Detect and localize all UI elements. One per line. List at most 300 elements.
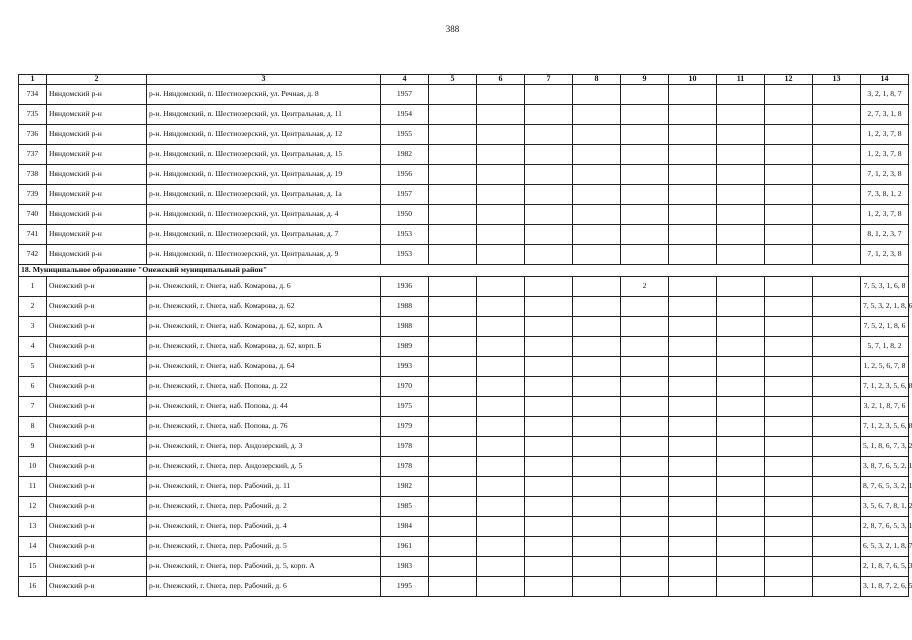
column-header-2: 2 <box>47 75 147 85</box>
empty-cell <box>717 277 765 297</box>
empty-cell <box>477 165 525 185</box>
empty-cell <box>525 477 573 497</box>
year-cell: 1988 <box>381 317 429 337</box>
empty-cell <box>477 225 525 245</box>
codes-cell: 7, 1, 2, 3, 8 <box>861 165 909 185</box>
empty-cell <box>477 417 525 437</box>
table-row <box>19 357 909 377</box>
year-cell: 1982 <box>381 145 429 165</box>
codes-cell: 1, 2, 3, 7, 8 <box>861 145 909 165</box>
table-row <box>19 145 909 165</box>
col9-cell <box>621 165 669 185</box>
empty-cell <box>573 557 621 577</box>
empty-cell <box>429 297 477 317</box>
district-cell: Онежский р-н <box>47 397 147 417</box>
section-row <box>19 265 909 277</box>
empty-cell <box>717 457 765 477</box>
district-cell: Онежский р-н <box>47 317 147 337</box>
year-cell: 1983 <box>381 557 429 577</box>
address-cell: р-н. Няндомский, п. Шестиозерский, ул. Центральная, д. 7 <box>147 225 381 245</box>
section-title: 18. Муниципальное образование "Онежский муниципальный район" <box>19 265 909 277</box>
empty-cell <box>429 85 477 105</box>
empty-cell <box>525 165 573 185</box>
empty-cell <box>525 537 573 557</box>
empty-cell <box>669 225 717 245</box>
empty-cell <box>525 417 573 437</box>
address-cell: р-н. Онежский, г. Онега, пер. Рабочий, д. 6 <box>147 577 381 597</box>
empty-cell <box>813 337 861 357</box>
district-cell: Няндомский р-н <box>47 85 147 105</box>
row-number: 734 <box>19 85 47 105</box>
address-cell: р-н. Няндомский, п. Шестиозерский, ул. Речная, д. 8 <box>147 85 381 105</box>
empty-cell <box>429 105 477 125</box>
empty-cell <box>525 125 573 145</box>
empty-cell <box>429 277 477 297</box>
row-number: 5 <box>19 357 47 377</box>
col9-cell <box>621 185 669 205</box>
col9-cell <box>621 125 669 145</box>
empty-cell <box>477 277 525 297</box>
empty-cell <box>477 457 525 477</box>
empty-cell <box>477 317 525 337</box>
empty-cell <box>813 517 861 537</box>
year-cell: 1975 <box>381 397 429 417</box>
table-row <box>19 277 909 297</box>
empty-cell <box>765 357 813 377</box>
address-cell: р-н. Онежский, г. Онега, наб. Попова, д. 44 <box>147 397 381 417</box>
table-row <box>19 165 909 185</box>
empty-cell <box>765 277 813 297</box>
district-cell: Няндомский р-н <box>47 105 147 125</box>
empty-cell <box>813 357 861 377</box>
row-number: 15 <box>19 557 47 577</box>
empty-cell <box>573 397 621 417</box>
table-row <box>19 317 909 337</box>
empty-cell <box>765 297 813 317</box>
col9-cell <box>621 397 669 417</box>
empty-cell <box>525 437 573 457</box>
col9-cell <box>621 437 669 457</box>
empty-cell <box>813 245 861 265</box>
empty-cell <box>717 437 765 457</box>
district-cell: Онежский р-н <box>47 297 147 317</box>
district-cell: Онежский р-н <box>47 537 147 557</box>
empty-cell <box>525 337 573 357</box>
empty-cell <box>573 205 621 225</box>
empty-cell <box>525 225 573 245</box>
column-header-11: 11 <box>717 75 765 85</box>
empty-cell <box>717 397 765 417</box>
table-row <box>19 417 909 437</box>
empty-cell <box>669 457 717 477</box>
year-cell: 1993 <box>381 357 429 377</box>
empty-cell <box>477 245 525 265</box>
district-cell: Онежский р-н <box>47 557 147 577</box>
address-cell: р-н. Онежский, г. Онега, пер. Андозерский, д. 3 <box>147 437 381 457</box>
col9-cell <box>621 357 669 377</box>
empty-cell <box>813 85 861 105</box>
empty-cell <box>525 577 573 597</box>
empty-cell <box>717 225 765 245</box>
table-row <box>19 225 909 245</box>
empty-cell <box>813 205 861 225</box>
row-number: 2 <box>19 297 47 317</box>
row-number: 9 <box>19 437 47 457</box>
column-header-5: 5 <box>429 75 477 85</box>
empty-cell <box>477 477 525 497</box>
col9-cell <box>621 245 669 265</box>
empty-cell <box>573 357 621 377</box>
empty-cell <box>573 85 621 105</box>
empty-cell <box>573 417 621 437</box>
empty-cell <box>429 245 477 265</box>
empty-cell <box>573 317 621 337</box>
row-number: 3 <box>19 317 47 337</box>
empty-cell <box>477 145 525 165</box>
empty-cell <box>525 105 573 125</box>
row-number: 16 <box>19 577 47 597</box>
row-number: 10 <box>19 457 47 477</box>
year-cell: 1978 <box>381 437 429 457</box>
empty-cell <box>765 457 813 477</box>
empty-cell <box>813 297 861 317</box>
empty-cell <box>669 357 717 377</box>
codes-cell: 1, 2, 3, 7, 8 <box>861 205 909 225</box>
col9-cell <box>621 577 669 597</box>
empty-cell <box>717 517 765 537</box>
empty-cell <box>429 205 477 225</box>
year-cell: 1950 <box>381 205 429 225</box>
empty-cell <box>717 85 765 105</box>
row-number: 11 <box>19 477 47 497</box>
empty-cell <box>477 517 525 537</box>
district-cell: Онежский р-н <box>47 417 147 437</box>
empty-cell <box>765 497 813 517</box>
empty-cell <box>477 125 525 145</box>
table-row <box>19 557 909 577</box>
empty-cell <box>525 557 573 577</box>
empty-cell <box>813 477 861 497</box>
empty-cell <box>429 517 477 537</box>
codes-cell: 7, 1, 2, 3, 5, 6, 8 <box>861 417 909 437</box>
empty-cell <box>717 125 765 145</box>
empty-cell <box>429 125 477 145</box>
col9-cell <box>621 205 669 225</box>
codes-cell: 5, 1, 8, 6, 7, 3, 2 <box>861 437 909 457</box>
codes-cell: 1, 2, 5, 6, 7, 8 <box>861 357 909 377</box>
empty-cell <box>429 185 477 205</box>
empty-cell <box>669 517 717 537</box>
empty-cell <box>765 397 813 417</box>
codes-cell: 3, 1, 8, 7, 2, 6, 5 <box>861 577 909 597</box>
empty-cell <box>765 125 813 145</box>
empty-cell <box>717 537 765 557</box>
col9-cell <box>621 145 669 165</box>
column-header-1: 1 <box>19 75 47 85</box>
empty-cell <box>765 437 813 457</box>
empty-cell <box>765 105 813 125</box>
year-cell: 1989 <box>381 337 429 357</box>
table-row <box>19 437 909 457</box>
address-cell: р-н. Няндомский, п. Шестиозерский, ул. Центральная, д. 15 <box>147 145 381 165</box>
row-number: 740 <box>19 205 47 225</box>
empty-cell <box>765 417 813 437</box>
empty-cell <box>717 245 765 265</box>
empty-cell <box>765 537 813 557</box>
codes-cell: 8, 1, 2, 3, 7 <box>861 225 909 245</box>
codes-cell: 2, 7, 3, 1, 8 <box>861 105 909 125</box>
empty-cell <box>717 205 765 225</box>
empty-cell <box>717 377 765 397</box>
row-number: 739 <box>19 185 47 205</box>
codes-cell: 1, 2, 3, 7, 8 <box>861 125 909 145</box>
table-row <box>19 245 909 265</box>
empty-cell <box>765 145 813 165</box>
address-cell: р-н. Онежский, г. Онега, наб. Комарова, д. 64 <box>147 357 381 377</box>
empty-cell <box>429 337 477 357</box>
empty-cell <box>669 105 717 125</box>
table-row <box>19 577 909 597</box>
empty-cell <box>477 577 525 597</box>
empty-cell <box>669 557 717 577</box>
table-row <box>19 477 909 497</box>
district-cell: Няндомский р-н <box>47 145 147 165</box>
codes-cell: 7, 5, 2, 1, 8, 6 <box>861 317 909 337</box>
empty-cell <box>669 417 717 437</box>
empty-cell <box>477 205 525 225</box>
col9-cell <box>621 557 669 577</box>
empty-cell <box>717 477 765 497</box>
col9-cell <box>621 477 669 497</box>
empty-cell <box>813 557 861 577</box>
row-number: 12 <box>19 497 47 517</box>
empty-cell <box>525 517 573 537</box>
empty-cell <box>573 517 621 537</box>
empty-cell <box>669 125 717 145</box>
empty-cell <box>477 557 525 577</box>
address-cell: р-н. Онежский, г. Онега, пер. Рабочий, д. 5 <box>147 537 381 557</box>
page-number: 388 <box>445 24 460 34</box>
empty-cell <box>717 497 765 517</box>
empty-cell <box>525 145 573 165</box>
empty-cell <box>813 417 861 437</box>
empty-cell <box>813 317 861 337</box>
empty-cell <box>717 105 765 125</box>
column-header-3: 3 <box>147 75 381 85</box>
codes-cell: 6, 5, 3, 2, 1, 8, 7 <box>861 537 909 557</box>
empty-cell <box>669 85 717 105</box>
empty-cell <box>813 105 861 125</box>
empty-cell <box>669 317 717 337</box>
table-row <box>19 297 909 317</box>
empty-cell <box>717 165 765 185</box>
year-cell: 1957 <box>381 85 429 105</box>
empty-cell <box>477 397 525 417</box>
empty-cell <box>813 225 861 245</box>
year-cell: 1954 <box>381 105 429 125</box>
codes-cell: 7, 5, 3, 1, 6, 8 <box>861 277 909 297</box>
address-cell: р-н. Онежский, г. Онега, пер. Рабочий, д. 2 <box>147 497 381 517</box>
address-cell: р-н. Няндомский, п. Шестиозерский, ул. Центральная, д. 4 <box>147 205 381 225</box>
empty-cell <box>669 497 717 517</box>
year-cell: 1985 <box>381 497 429 517</box>
column-header-10: 10 <box>669 75 717 85</box>
empty-cell <box>717 337 765 357</box>
year-cell: 1979 <box>381 417 429 437</box>
empty-cell <box>669 185 717 205</box>
empty-cell <box>477 185 525 205</box>
empty-cell <box>477 297 525 317</box>
empty-cell <box>429 397 477 417</box>
col9-cell <box>621 105 669 125</box>
col9-cell <box>621 537 669 557</box>
year-cell: 1953 <box>381 225 429 245</box>
empty-cell <box>573 377 621 397</box>
table-row <box>19 457 909 477</box>
empty-cell <box>573 577 621 597</box>
row-number: 736 <box>19 125 47 145</box>
empty-cell <box>765 225 813 245</box>
col9-cell <box>621 457 669 477</box>
empty-cell <box>717 557 765 577</box>
year-cell: 1984 <box>381 517 429 537</box>
table-row <box>19 337 909 357</box>
empty-cell <box>765 337 813 357</box>
empty-cell <box>525 357 573 377</box>
empty-cell <box>429 357 477 377</box>
empty-cell <box>573 337 621 357</box>
address-cell: р-н. Онежский, г. Онега, пер. Рабочий, д. 4 <box>147 517 381 537</box>
year-cell: 1970 <box>381 377 429 397</box>
codes-cell: 3, 5, 6, 7, 8, 1, 2 <box>861 497 909 517</box>
year-cell: 1988 <box>381 297 429 317</box>
address-cell: р-н. Няндомский, п. Шестиозерский, ул. Центральная, д. 11 <box>147 105 381 125</box>
empty-cell <box>573 297 621 317</box>
column-header-14: 14 <box>861 75 909 85</box>
empty-cell <box>573 125 621 145</box>
empty-cell <box>813 277 861 297</box>
address-cell: р-н. Онежский, г. Онега, наб. Комарова, д. 62, корп. Б <box>147 337 381 357</box>
empty-cell <box>765 577 813 597</box>
address-cell: р-н. Онежский, г. Онега, пер. Рабочий, д. 5, корп. А <box>147 557 381 577</box>
empty-cell <box>765 477 813 497</box>
empty-cell <box>813 497 861 517</box>
codes-cell: 5, 7, 1, 8, 2 <box>861 337 909 357</box>
empty-cell <box>573 457 621 477</box>
address-cell: р-н. Онежский, г. Онега, наб. Комарова, д. 62 <box>147 297 381 317</box>
codes-cell: 7, 3, 8, 1, 2 <box>861 185 909 205</box>
address-cell: р-н. Онежский, г. Онега, наб. Попова, д. 22 <box>147 377 381 397</box>
empty-cell <box>429 537 477 557</box>
district-cell: Онежский р-н <box>47 517 147 537</box>
empty-cell <box>525 377 573 397</box>
empty-cell <box>813 145 861 165</box>
empty-cell <box>717 185 765 205</box>
col9-cell <box>621 85 669 105</box>
empty-cell <box>573 537 621 557</box>
empty-cell <box>525 297 573 317</box>
empty-cell <box>717 297 765 317</box>
empty-cell <box>765 317 813 337</box>
empty-cell <box>717 417 765 437</box>
district-cell: Няндомский р-н <box>47 225 147 245</box>
codes-cell: 7, 1, 2, 3, 5, 6, 8 <box>861 377 909 397</box>
empty-cell <box>477 85 525 105</box>
table-row <box>19 497 909 517</box>
year-cell: 1955 <box>381 125 429 145</box>
district-cell: Няндомский р-н <box>47 185 147 205</box>
year-cell: 1956 <box>381 165 429 185</box>
col9-cell <box>621 225 669 245</box>
empty-cell <box>477 537 525 557</box>
row-number: 742 <box>19 245 47 265</box>
empty-cell <box>525 497 573 517</box>
col9-cell <box>621 337 669 357</box>
empty-cell <box>573 165 621 185</box>
empty-cell <box>525 185 573 205</box>
column-header-7: 7 <box>525 75 573 85</box>
register-table <box>18 74 912 597</box>
row-number: 1 <box>19 277 47 297</box>
empty-cell <box>573 145 621 165</box>
empty-cell <box>573 185 621 205</box>
empty-cell <box>669 477 717 497</box>
empty-cell <box>669 145 717 165</box>
empty-cell <box>573 277 621 297</box>
codes-cell: 7, 5, 3, 2, 1, 8, 6 <box>861 297 909 317</box>
empty-cell <box>669 437 717 457</box>
empty-cell <box>525 245 573 265</box>
empty-cell <box>477 497 525 517</box>
row-number: 735 <box>19 105 47 125</box>
empty-cell <box>765 205 813 225</box>
codes-cell: 8, 7, 6, 5, 3, 2, 1 <box>861 477 909 497</box>
district-cell: Онежский р-н <box>47 357 147 377</box>
empty-cell <box>429 497 477 517</box>
empty-cell <box>765 557 813 577</box>
empty-cell <box>813 165 861 185</box>
empty-cell <box>813 537 861 557</box>
col9-cell <box>621 317 669 337</box>
address-cell: р-н. Онежский, г. Онега, наб. Комарова, д. 62, корп. А <box>147 317 381 337</box>
empty-cell <box>813 577 861 597</box>
table-row <box>19 185 909 205</box>
empty-cell <box>765 165 813 185</box>
empty-cell <box>525 457 573 477</box>
year-cell: 1957 <box>381 185 429 205</box>
codes-cell: 3, 2, 1, 8, 7 <box>861 85 909 105</box>
year-cell: 1953 <box>381 245 429 265</box>
col9-cell: 2 <box>621 277 669 297</box>
empty-cell <box>525 205 573 225</box>
empty-cell <box>717 317 765 337</box>
empty-cell <box>813 185 861 205</box>
empty-cell <box>765 185 813 205</box>
header-row <box>19 75 909 85</box>
empty-cell <box>765 377 813 397</box>
row-number: 738 <box>19 165 47 185</box>
address-cell: р-н. Онежский, г. Онега, пер. Андозерский, д. 5 <box>147 457 381 477</box>
empty-cell <box>477 377 525 397</box>
empty-cell <box>573 497 621 517</box>
empty-cell <box>669 577 717 597</box>
district-cell: Онежский р-н <box>47 277 147 297</box>
empty-cell <box>429 317 477 337</box>
empty-cell <box>573 105 621 125</box>
district-cell: Няндомский р-н <box>47 125 147 145</box>
address-cell: р-н. Онежский, г. Онега, наб. Попова, д. 76 <box>147 417 381 437</box>
column-header-4: 4 <box>381 75 429 85</box>
